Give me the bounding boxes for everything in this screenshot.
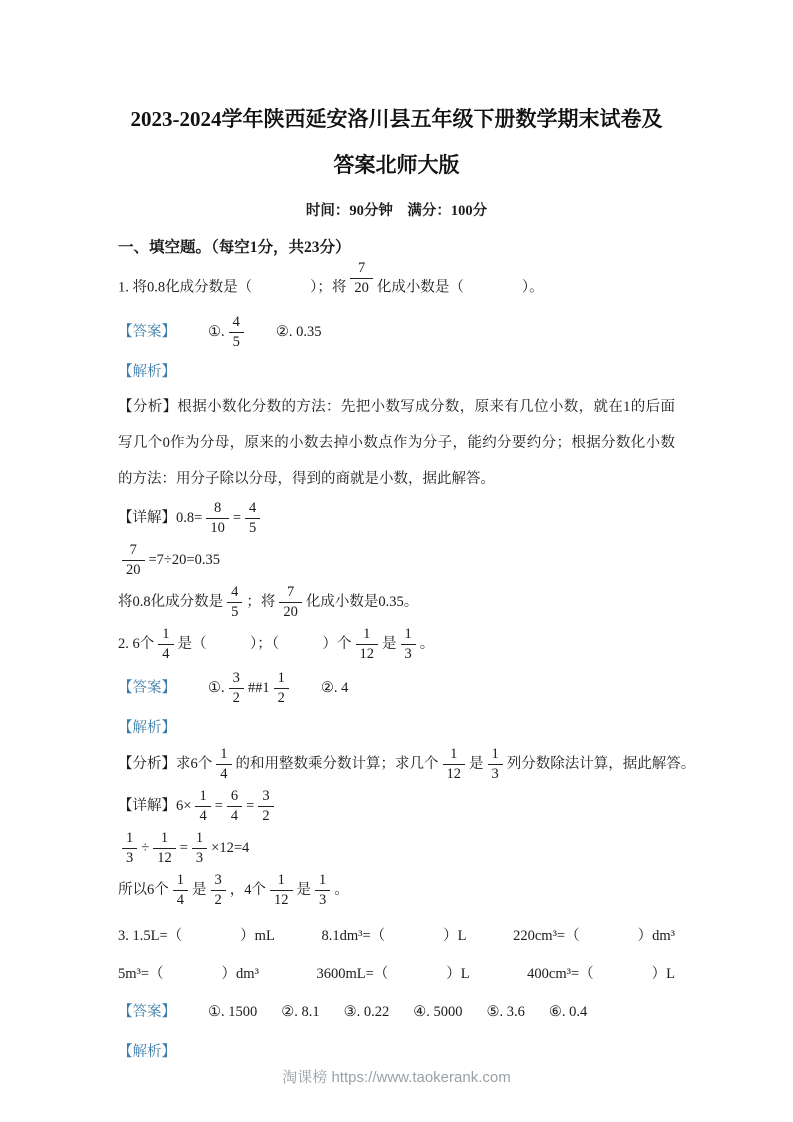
- fraction-7-20: [279, 584, 302, 620]
- fraction-denominator: 4: [220, 765, 228, 782]
- fraction-7-20: [122, 542, 145, 578]
- fraction-1-4: [216, 746, 231, 782]
- question-3-line-1: [118, 923, 675, 949]
- solution-text: 【详解】6×: [118, 797, 192, 814]
- fraction-denominator: 20: [354, 279, 369, 296]
- solution-1-line-1: [118, 497, 675, 539]
- equals-sign: =: [246, 797, 255, 814]
- question-3-line-2: [118, 961, 675, 987]
- answer-2-item-2: ②. 4: [320, 679, 349, 696]
- fraction-3-2: [229, 670, 244, 706]
- fraction-numerator: 1: [195, 788, 210, 807]
- fraction-denominator: 3: [319, 891, 327, 908]
- fraction-denominator: 12: [274, 891, 289, 908]
- question-2-text: 。: [419, 635, 435, 652]
- fraction-denominator: 12: [157, 849, 172, 866]
- fraction-denominator: 4: [176, 891, 184, 908]
- fraction-1-12: [153, 830, 176, 866]
- fraction-1-2: [274, 670, 289, 706]
- fraction-denominator: 3: [491, 765, 499, 782]
- answer-tag: 【答案】: [118, 679, 176, 696]
- unit-conversion-item: 3600mL=（ ）L: [316, 965, 470, 982]
- fraction-numerator: 7: [122, 542, 145, 561]
- analysis-text: 的和用整数乘分数计算；求几个: [235, 755, 439, 772]
- fraction-numerator: 4: [227, 584, 242, 603]
- fraction-numerator: 1: [315, 872, 330, 891]
- fraction-denominator: 12: [359, 645, 374, 662]
- answer-3-item-5: ⑤. 3.6: [486, 1003, 525, 1020]
- fraction-1-3: [122, 830, 137, 866]
- solution-1-line-2: [118, 539, 675, 581]
- fraction-denominator: 3: [195, 849, 204, 866]
- answer-2-mixed-number: ##1: [247, 679, 270, 696]
- analysis-tag-3: [118, 1039, 675, 1065]
- question-2-text: 2. 6个: [118, 635, 155, 652]
- unit-conversion-item: 400cm³=（ ）L: [527, 965, 675, 982]
- fraction-1-12: [443, 746, 466, 782]
- conclusion-text: 化成小数是0.35。: [305, 593, 419, 610]
- fraction-denominator: 3: [126, 849, 134, 866]
- answer-tag: 【答案】: [118, 323, 176, 340]
- equals-sign: =: [214, 797, 223, 814]
- answer-2: [118, 665, 675, 711]
- fraction-denominator: 4: [199, 807, 207, 824]
- site-watermark: 淘课榜 https://www.taokerank.com: [282, 1069, 511, 1086]
- unit-conversion-item: 220cm³=（ ）dm³: [513, 927, 675, 944]
- conclusion-text: ，4个: [229, 881, 266, 898]
- fraction-4-5: [245, 500, 260, 536]
- fraction-denominator: 2: [232, 689, 240, 706]
- question-2-text: 是（ ）；（ ）个: [177, 635, 352, 652]
- fraction-1-3: [192, 830, 207, 866]
- conclusion-text: 。: [334, 881, 349, 898]
- fraction-denominator: 3: [404, 645, 412, 662]
- fraction-numerator: 1: [192, 830, 207, 849]
- fraction-numerator: 1: [153, 830, 176, 849]
- conclusion-text: 是: [192, 881, 207, 898]
- answer-3-item-1: ①. 1500: [208, 1003, 258, 1020]
- fraction-denominator: 20: [126, 561, 141, 578]
- fraction-7-20: [350, 260, 373, 296]
- fraction-denominator: 2: [277, 689, 285, 706]
- conclusion-text: 所以6个: [118, 881, 169, 898]
- equals-sign: =: [179, 839, 188, 856]
- analysis-text: 是: [469, 755, 484, 772]
- analysis-text: 【分析】求6个: [118, 755, 213, 772]
- answer-3-item-2: ②. 8.1: [281, 1003, 320, 1020]
- fraction-numerator: 1: [216, 746, 231, 765]
- fraction-denominator: 4: [230, 807, 239, 824]
- fraction-numerator: 8: [206, 500, 229, 519]
- answer-3: [118, 999, 675, 1025]
- answer-tag: 【答案】: [118, 1003, 176, 1020]
- answer-3-item-4: ④. 5000: [413, 1003, 463, 1020]
- fraction-1-3: [315, 872, 330, 908]
- fraction-4-5: [229, 314, 244, 350]
- fraction-numerator: 1: [173, 872, 188, 891]
- unit-conversion-item: 3. 1.5L=（ ）mL: [118, 927, 275, 944]
- question-1-text: 化成小数是（ ）。: [376, 279, 544, 296]
- fraction-numerator: 7: [350, 260, 373, 279]
- title-line-2: 答案北师大版: [333, 153, 460, 177]
- fraction-numerator: 7: [279, 584, 302, 603]
- question-2: [118, 623, 675, 665]
- solution-text: ×12=4: [211, 839, 250, 856]
- fraction-numerator: 1: [443, 746, 466, 765]
- fraction-denominator: 4: [162, 645, 170, 662]
- fraction-denominator: 2: [262, 807, 270, 824]
- analysis-text: 列分数除法计算，据此解答。: [506, 755, 696, 772]
- page-title: [118, 96, 675, 188]
- fraction-denominator: 12: [446, 765, 461, 782]
- fraction-denominator: 5: [232, 333, 240, 350]
- solution-2-conclusion: [118, 869, 675, 911]
- fraction-1-4: [173, 872, 188, 908]
- fraction-numerator: 3: [229, 670, 244, 689]
- fraction-numerator: 3: [211, 872, 226, 891]
- fraction-1-12: [270, 872, 293, 908]
- answer-3-item-3: ③. 0.22: [343, 1003, 390, 1020]
- analysis-tag: 【解析】: [118, 1043, 176, 1060]
- fraction-1-3: [401, 626, 416, 662]
- fraction-3-2: [211, 872, 226, 908]
- fraction-numerator: 1: [122, 830, 137, 849]
- fraction-numerator: 6: [227, 788, 242, 807]
- fraction-numerator: 4: [245, 500, 260, 519]
- answer-1-item-2: ②. 0.35: [275, 323, 322, 340]
- answer-1-item-1: ①.: [208, 323, 225, 340]
- fraction-numerator: 4: [229, 314, 244, 333]
- question-2-text: 是: [382, 635, 397, 652]
- fraction-numerator: 1: [488, 746, 503, 765]
- unit-conversion-item: 8.1dm³=（ ）L: [321, 927, 467, 944]
- fraction-numerator: 1: [270, 872, 293, 891]
- fraction-denominator: 2: [214, 891, 222, 908]
- solution-text: 【详解】0.8=: [118, 509, 203, 526]
- fraction-numerator: 1: [274, 670, 289, 689]
- fraction-numerator: 1: [356, 626, 379, 645]
- fraction-1-4: [158, 626, 173, 662]
- fraction-3-2: [258, 788, 273, 824]
- fraction-numerator: 1: [158, 626, 173, 645]
- exam-meta: 时间：90分钟 满分：100分: [305, 203, 488, 219]
- analysis-tag-2: [118, 715, 675, 741]
- equals-sign: =: [232, 509, 241, 526]
- conclusion-text: 是: [296, 881, 311, 898]
- section-heading: 一、填空题。（每空1分，共23分）: [118, 239, 351, 256]
- fraction-1-4: [195, 788, 210, 824]
- fraction-4-5: [227, 584, 242, 620]
- title-line-1: 2023-2024学年陕西延安洛川县五年级下册数学期末试卷及: [130, 107, 663, 131]
- fraction-denominator: 20: [283, 603, 298, 620]
- conclusion-text: 将0.8化成分数是: [118, 593, 224, 610]
- fraction-denominator: 5: [231, 603, 239, 620]
- fraction-8-10: [206, 500, 229, 536]
- fraction-numerator: 3: [258, 788, 273, 807]
- fraction-denominator: 10: [210, 519, 225, 536]
- solution-2-line-2: [118, 827, 675, 869]
- solution-2-line-1: [118, 785, 675, 827]
- unit-conversion-item: 5m³=（ ）dm³: [118, 965, 259, 982]
- answer-2-item-1: ①.: [208, 679, 225, 696]
- analysis-tag: 【解析】: [118, 719, 176, 736]
- analysis-tag-1: [118, 359, 675, 385]
- question-1: [118, 260, 675, 309]
- fraction-6-4: [227, 788, 242, 824]
- solution-1-conclusion: [118, 581, 675, 623]
- question-1-text: 1. 将0.8化成分数是（ ）；将: [118, 279, 347, 296]
- analysis-paragraph-2: [118, 743, 696, 785]
- conclusion-text: ；将: [246, 593, 276, 610]
- answer-3-item-6: ⑥. 0.4: [548, 1003, 588, 1020]
- fraction-numerator: 1: [401, 626, 416, 645]
- analysis-paragraph-1: 【分析】根据小数化分数的方法：先把小数写成分数，原来有几位小数，就在1的后面写几个0作为分母，原来的小数去掉小数点作为分子，能约分要约分；根据分数化小数的方法：用分子除以分母，得到的商就是小数，据此解答。: [118, 398, 675, 487]
- solution-text: =7÷20=0.35: [148, 551, 220, 568]
- division-sign: ÷: [141, 839, 150, 856]
- fraction-denominator: 5: [249, 519, 257, 536]
- fraction-1-3: [488, 746, 503, 782]
- fraction-1-12: [356, 626, 379, 662]
- answer-1: [118, 309, 675, 355]
- analysis-tag: 【解析】: [118, 363, 176, 380]
